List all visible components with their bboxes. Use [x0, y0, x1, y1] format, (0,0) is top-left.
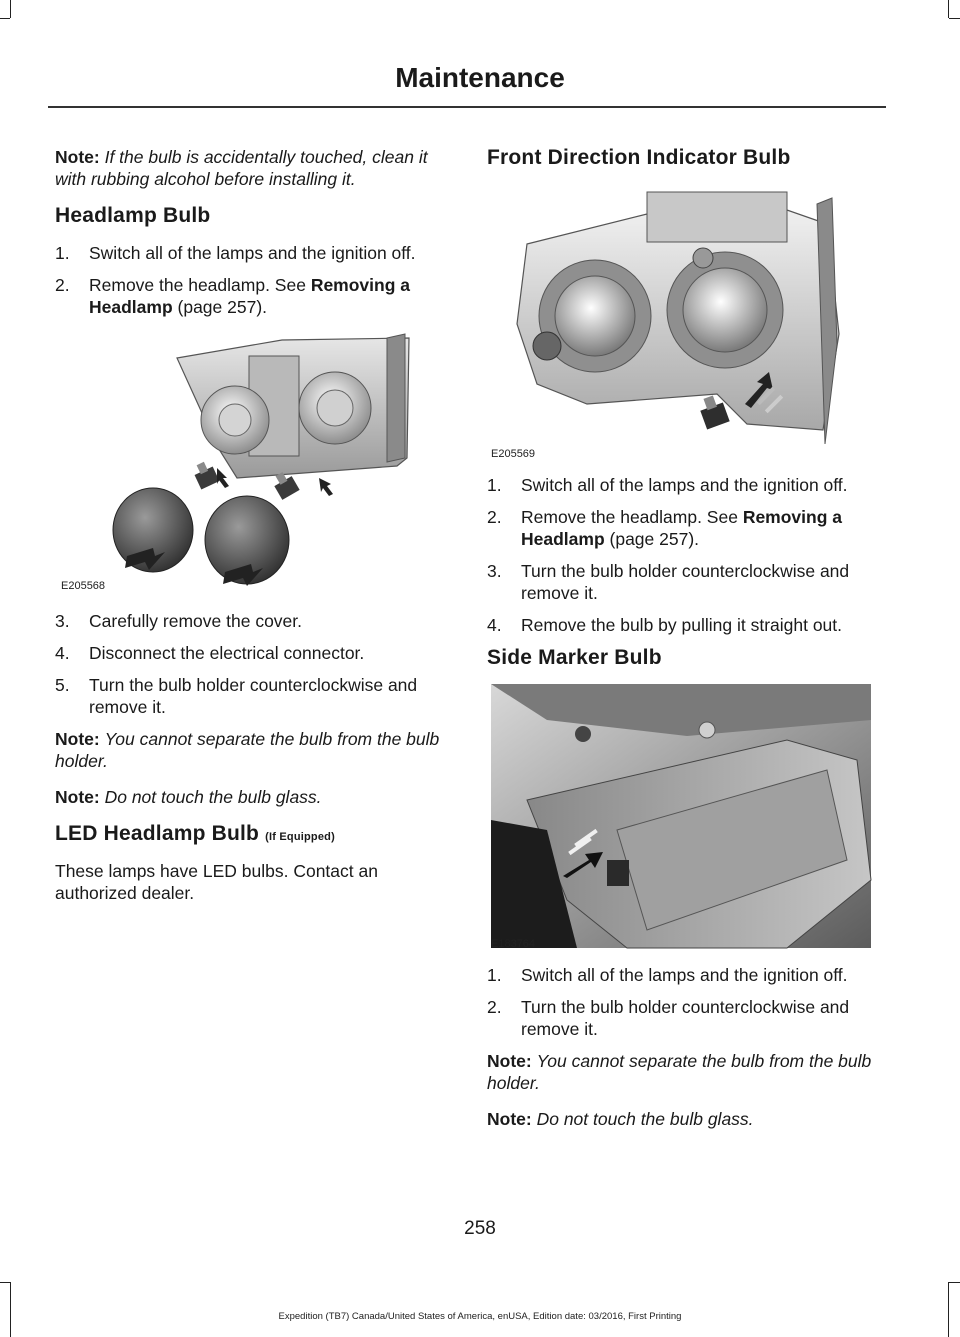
- section-heading-headlamp-bulb: Headlamp Bulb: [55, 204, 211, 227]
- steps-list: [487, 474, 887, 636]
- crop-mark: [0, 1282, 10, 1283]
- section-heading-led-headlamp-bulb: [55, 822, 455, 846]
- paragraph: These lamps have LED bulbs. Contact an authorized dealer.: [55, 861, 378, 903]
- step-text: Disconnect the electrical connector.: [89, 643, 365, 663]
- note: [487, 1050, 887, 1094]
- figure-side-marker-bulb: [487, 680, 873, 952]
- crop-mark: [949, 18, 960, 19]
- step-number: 1.: [487, 475, 502, 495]
- step-item: [487, 474, 887, 496]
- note-label: Note:: [487, 1109, 532, 1129]
- figure-code: E183764: [491, 938, 536, 950]
- steps-list: [487, 964, 887, 1040]
- step-item: [487, 506, 887, 550]
- page-number: 258: [464, 1218, 496, 1239]
- crop-mark: [0, 18, 10, 19]
- step-text: Turn the bulb holder counterclockwise and remove it.: [89, 675, 418, 717]
- steps-list: [55, 610, 455, 718]
- note-label: Note:: [55, 147, 100, 167]
- footer-edition-info: Expedition (TB7) Canada/United States of America, enUSA, Edition date: 03/2016, First Printing: [278, 1311, 682, 1322]
- note-text: If the bulb is accidentally touched, clean it with rubbing alcohol before installing it.: [55, 147, 428, 189]
- note-label: Note:: [487, 1051, 532, 1071]
- step-item: [55, 642, 455, 664]
- step-number: 2.: [55, 275, 70, 295]
- figure-code: E205568: [61, 580, 106, 592]
- cross-reference-link[interactable]: Removing a Headlamp: [89, 275, 411, 317]
- page-title: Maintenance: [395, 62, 565, 93]
- step-item: [55, 274, 455, 318]
- step-item: [487, 996, 887, 1040]
- step-item: [55, 242, 455, 264]
- page-reference: (page 257).: [604, 529, 700, 549]
- step-text: Switch all of the lamps and the ignition off.: [521, 965, 848, 985]
- note-text: You cannot separate the bulb from the bulb holder.: [55, 729, 440, 771]
- step-text: Remove the headlamp. See: [89, 275, 311, 295]
- note-text: Do not touch the bulb glass.: [536, 1109, 754, 1129]
- step-number: 4.: [487, 615, 502, 635]
- side-marker-illustration: [487, 680, 873, 952]
- step-number: 3.: [55, 611, 70, 631]
- bulb-holder-icon: [191, 459, 219, 489]
- page-reference: (page 257).: [172, 297, 268, 317]
- note: [55, 146, 455, 190]
- note: [55, 786, 455, 808]
- note-label: Note:: [55, 787, 100, 807]
- crop-mark: [949, 1282, 960, 1283]
- step-number: 3.: [487, 561, 502, 581]
- heading-text: LED Headlamp Bulb: [55, 822, 260, 845]
- headlamp-bulb-illustration: [57, 328, 429, 596]
- step-number: 4.: [55, 643, 70, 663]
- heading-qualifier: (If Equipped): [265, 831, 335, 843]
- step-text: Switch all of the lamps and the ignition off.: [521, 475, 848, 495]
- step-text: Turn the bulb holder counterclockwise and remove it.: [521, 997, 850, 1039]
- section-heading-front-direction-indicator-bulb: Front Direction Indicator Bulb: [487, 146, 791, 169]
- section-heading-side-marker-bulb: Side Marker Bulb: [487, 646, 662, 669]
- note-text: Do not touch the bulb glass.: [104, 787, 322, 807]
- step-text: Remove the headlamp. See: [521, 507, 743, 527]
- note: [487, 1108, 887, 1130]
- step-item: [487, 560, 887, 604]
- note: [55, 728, 455, 772]
- crop-mark: [948, 0, 949, 18]
- figure-headlamp-bulb: [57, 328, 429, 596]
- step-number: 5.: [55, 675, 70, 695]
- step-number: 2.: [487, 997, 502, 1017]
- step-item: [55, 610, 455, 632]
- step-item: [487, 964, 887, 986]
- note-label: Note:: [55, 729, 100, 749]
- bulb-holder-icon: [607, 860, 629, 886]
- step-text: Turn the bulb holder counterclockwise and remove it.: [521, 561, 850, 603]
- figure-code: E205569: [491, 448, 536, 460]
- step-number: 1.: [55, 243, 70, 263]
- step-text: Carefully remove the cover.: [89, 611, 303, 631]
- right-column: [487, 146, 887, 1144]
- step-number: 2.: [487, 507, 502, 527]
- crop-mark: [10, 0, 11, 18]
- step-text: Remove the bulb by pulling it straight out.: [521, 615, 843, 635]
- step-number: 1.: [487, 965, 502, 985]
- left-column: [55, 146, 455, 918]
- steps-list: [55, 242, 455, 318]
- crop-mark: [10, 1282, 11, 1337]
- cross-reference-link[interactable]: Removing a Headlamp: [521, 507, 843, 549]
- front-direction-indicator-illustration: [487, 184, 859, 462]
- step-item: [487, 614, 887, 636]
- crop-mark: [948, 1282, 949, 1337]
- figure-front-direction-indicator: [487, 184, 859, 462]
- step-item: [55, 674, 455, 718]
- note-text: You cannot separate the bulb from the bulb holder.: [487, 1051, 872, 1093]
- step-text: Switch all of the lamps and the ignition off.: [89, 243, 416, 263]
- header-divider: [48, 106, 886, 108]
